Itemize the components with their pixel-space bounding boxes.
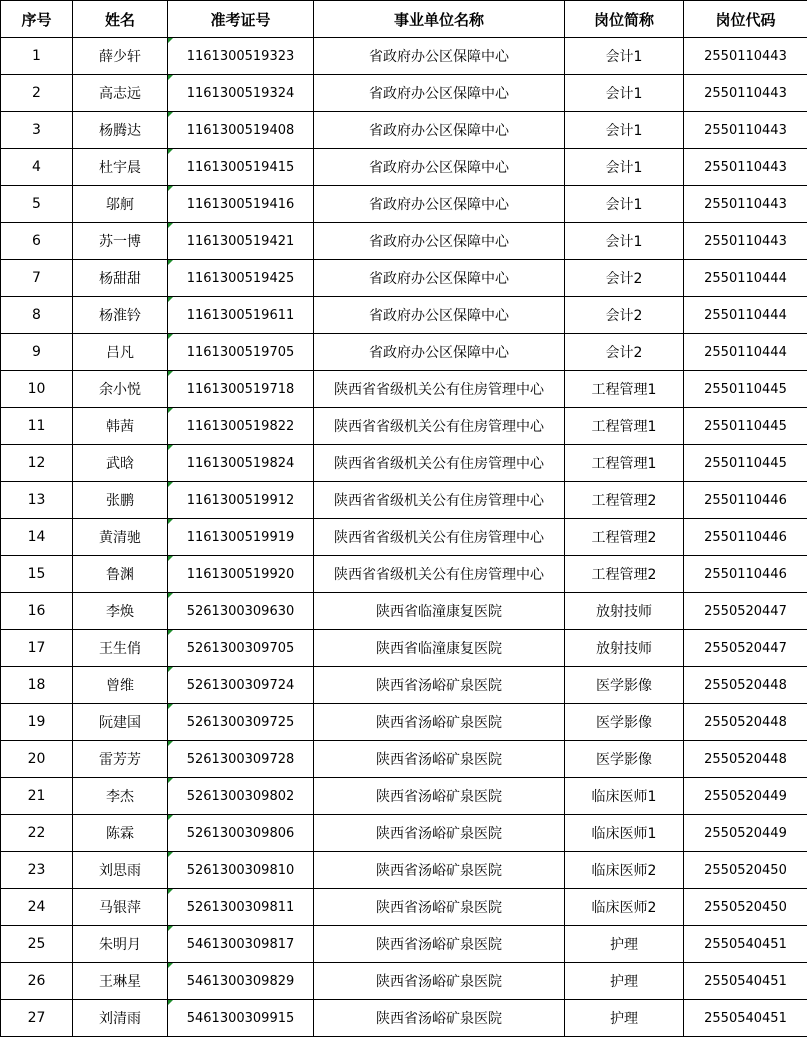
table-row	[1, 149, 807, 186]
cell-post-code: 2550540451	[684, 926, 807, 963]
cell-seq: 11	[1, 408, 73, 445]
cell-post-code: 2550520447	[684, 630, 807, 667]
cell-post-code: 2550110443	[684, 75, 807, 112]
cell-name: 马银萍	[73, 889, 168, 926]
cell-unit-name: 陕西省汤峪矿泉医院	[314, 704, 565, 741]
cell-post-code: 2550540451	[684, 963, 807, 1000]
cell-post-code: 2550110444	[684, 260, 807, 297]
cell-post-code: 2550110444	[684, 334, 807, 371]
cell-seq: 24	[1, 889, 73, 926]
cell-seq: 18	[1, 667, 73, 704]
header-code: 岗位代码	[684, 1, 807, 38]
cell-seq: 21	[1, 778, 73, 815]
cell-name: 陈霖	[73, 815, 168, 852]
cell-unit-name: 陕西省汤峪矿泉医院	[314, 1000, 565, 1037]
cell-post-name: 临床医师2	[565, 889, 684, 926]
table-header	[1, 1, 807, 38]
table-row	[1, 1000, 807, 1037]
cell-post-code: 2550110444	[684, 297, 807, 334]
cell-name: 韩茜	[73, 408, 168, 445]
cell-ticket-number: 5261300309802	[168, 778, 314, 815]
cell-ticket-number: 1161300519324	[168, 75, 314, 112]
table-row	[1, 334, 807, 371]
header-seq: 序号	[1, 1, 73, 38]
table-row	[1, 297, 807, 334]
cell-post-name: 护理	[565, 926, 684, 963]
cell-post-name: 工程管理2	[565, 556, 684, 593]
cell-post-code: 2550110445	[684, 445, 807, 482]
cell-post-name: 会计2	[565, 334, 684, 371]
cell-name: 雷芳芳	[73, 741, 168, 778]
cell-seq: 17	[1, 630, 73, 667]
cell-name: 杨腾达	[73, 112, 168, 149]
cell-post-code: 2550520448	[684, 704, 807, 741]
cell-post-name: 会计1	[565, 112, 684, 149]
cell-name: 杜宇晨	[73, 149, 168, 186]
cell-unit-name: 陕西省汤峪矿泉医院	[314, 778, 565, 815]
cell-post-code: 2550110443	[684, 186, 807, 223]
cell-ticket-number: 1161300519323	[168, 38, 314, 75]
cell-seq: 26	[1, 963, 73, 1000]
cell-post-code: 2550110446	[684, 556, 807, 593]
cell-name: 余小悦	[73, 371, 168, 408]
cell-post-name: 护理	[565, 1000, 684, 1037]
table-row	[1, 75, 807, 112]
table-row	[1, 778, 807, 815]
cell-seq: 2	[1, 75, 73, 112]
table-row	[1, 852, 807, 889]
cell-seq: 12	[1, 445, 73, 482]
cell-name: 刘清雨	[73, 1000, 168, 1037]
header-ticket: 准考证号	[168, 1, 314, 38]
cell-unit-name: 省政府办公区保障中心	[314, 297, 565, 334]
cell-ticket-number: 1161300519822	[168, 408, 314, 445]
cell-post-code: 2550520447	[684, 593, 807, 630]
cell-name: 杨甜甜	[73, 260, 168, 297]
cell-seq: 14	[1, 519, 73, 556]
cell-post-name: 护理	[565, 963, 684, 1000]
cell-post-code: 2550520450	[684, 852, 807, 889]
cell-seq: 5	[1, 186, 73, 223]
cell-ticket-number: 5461300309915	[168, 1000, 314, 1037]
cell-seq: 22	[1, 815, 73, 852]
cell-seq: 13	[1, 482, 73, 519]
table-row	[1, 630, 807, 667]
cell-unit-name: 陕西省汤峪矿泉医院	[314, 667, 565, 704]
cell-seq: 9	[1, 334, 73, 371]
cell-post-name: 临床医师1	[565, 815, 684, 852]
table-row	[1, 445, 807, 482]
cell-ticket-number: 5261300309705	[168, 630, 314, 667]
cell-post-code: 2550110445	[684, 371, 807, 408]
cell-ticket-number: 5261300309725	[168, 704, 314, 741]
cell-post-code: 2550110443	[684, 112, 807, 149]
cell-name: 薛少轩	[73, 38, 168, 75]
cell-post-name: 会计1	[565, 223, 684, 260]
cell-post-name: 会计2	[565, 260, 684, 297]
cell-unit-name: 陕西省汤峪矿泉医院	[314, 741, 565, 778]
cell-unit-name: 陕西省临潼康复医院	[314, 630, 565, 667]
cell-seq: 3	[1, 112, 73, 149]
cell-ticket-number: 5461300309817	[168, 926, 314, 963]
cell-post-name: 工程管理1	[565, 445, 684, 482]
table-row	[1, 186, 807, 223]
cell-ticket-number: 1161300519425	[168, 260, 314, 297]
table-row	[1, 519, 807, 556]
table-row	[1, 112, 807, 149]
cell-seq: 25	[1, 926, 73, 963]
header-name: 姓名	[73, 1, 168, 38]
cell-ticket-number: 1161300519415	[168, 149, 314, 186]
cell-post-code: 2550520449	[684, 778, 807, 815]
cell-ticket-number: 5461300309829	[168, 963, 314, 1000]
cell-unit-name: 陕西省汤峪矿泉医院	[314, 963, 565, 1000]
cell-unit-name: 陕西省汤峪矿泉医院	[314, 889, 565, 926]
cell-post-code: 2550110443	[684, 38, 807, 75]
cell-seq: 27	[1, 1000, 73, 1037]
table-row	[1, 667, 807, 704]
cell-name: 李焕	[73, 593, 168, 630]
table-body	[1, 38, 807, 1037]
cell-ticket-number: 1161300519919	[168, 519, 314, 556]
cell-unit-name: 省政府办公区保障中心	[314, 75, 565, 112]
table-row	[1, 815, 807, 852]
cell-name: 吕凡	[73, 334, 168, 371]
cell-unit-name: 陕西省省级机关公有住房管理中心	[314, 556, 565, 593]
table-row	[1, 371, 807, 408]
cell-name: 高志远	[73, 75, 168, 112]
cell-ticket-number: 5261300309728	[168, 741, 314, 778]
cell-unit-name: 省政府办公区保障中心	[314, 186, 565, 223]
cell-post-code: 2550520448	[684, 667, 807, 704]
table-row	[1, 741, 807, 778]
cell-ticket-number: 1161300519416	[168, 186, 314, 223]
cell-post-code: 2550110446	[684, 519, 807, 556]
cell-name: 刘思雨	[73, 852, 168, 889]
cell-post-code: 2550540451	[684, 1000, 807, 1037]
cell-post-name: 会计1	[565, 75, 684, 112]
cell-post-code: 2550110443	[684, 149, 807, 186]
cell-seq: 6	[1, 223, 73, 260]
cell-name: 黄清驰	[73, 519, 168, 556]
cell-post-name: 会计1	[565, 149, 684, 186]
header-row	[1, 1, 807, 38]
cell-seq: 1	[1, 38, 73, 75]
cell-post-name: 工程管理2	[565, 519, 684, 556]
cell-post-name: 医学影像	[565, 741, 684, 778]
table-row	[1, 223, 807, 260]
cell-post-name: 工程管理1	[565, 371, 684, 408]
cell-post-name: 会计1	[565, 186, 684, 223]
cell-ticket-number: 5261300309806	[168, 815, 314, 852]
cell-name: 杨淮钤	[73, 297, 168, 334]
cell-unit-name: 陕西省省级机关公有住房管理中心	[314, 482, 565, 519]
cell-post-code: 2550110445	[684, 408, 807, 445]
cell-post-name: 会计2	[565, 297, 684, 334]
cell-name: 李杰	[73, 778, 168, 815]
cell-name: 苏一博	[73, 223, 168, 260]
cell-post-name: 工程管理2	[565, 482, 684, 519]
cell-ticket-number: 5261300309810	[168, 852, 314, 889]
cell-post-name: 放射技师	[565, 593, 684, 630]
cell-seq: 23	[1, 852, 73, 889]
cell-ticket-number: 1161300519920	[168, 556, 314, 593]
cell-unit-name: 陕西省临潼康复医院	[314, 593, 565, 630]
table-row	[1, 704, 807, 741]
cell-seq: 16	[1, 593, 73, 630]
cell-post-name: 临床医师2	[565, 852, 684, 889]
cell-name: 武晗	[73, 445, 168, 482]
cell-seq: 20	[1, 741, 73, 778]
cell-post-name: 会计1	[565, 38, 684, 75]
table-row	[1, 889, 807, 926]
table-row	[1, 408, 807, 445]
cell-post-code: 2550520450	[684, 889, 807, 926]
table-row	[1, 593, 807, 630]
cell-unit-name: 陕西省省级机关公有住房管理中心	[314, 371, 565, 408]
cell-ticket-number: 1161300519912	[168, 482, 314, 519]
cell-post-name: 放射技师	[565, 630, 684, 667]
cell-ticket-number: 5261300309630	[168, 593, 314, 630]
cell-post-code: 2550110446	[684, 482, 807, 519]
cell-seq: 8	[1, 297, 73, 334]
table-row	[1, 926, 807, 963]
cell-post-code: 2550520449	[684, 815, 807, 852]
cell-post-name: 临床医师1	[565, 778, 684, 815]
table-row	[1, 556, 807, 593]
cell-ticket-number: 5261300309811	[168, 889, 314, 926]
cell-ticket-number: 1161300519824	[168, 445, 314, 482]
cell-seq: 15	[1, 556, 73, 593]
cell-unit-name: 陕西省省级机关公有住房管理中心	[314, 408, 565, 445]
cell-seq: 10	[1, 371, 73, 408]
cell-name: 邬舸	[73, 186, 168, 223]
cell-unit-name: 省政府办公区保障中心	[314, 38, 565, 75]
cell-seq: 7	[1, 260, 73, 297]
cell-seq: 19	[1, 704, 73, 741]
cell-unit-name: 省政府办公区保障中心	[314, 149, 565, 186]
header-post: 岗位简称	[565, 1, 684, 38]
cell-name: 张鹏	[73, 482, 168, 519]
cell-unit-name: 省政府办公区保障中心	[314, 334, 565, 371]
cell-name: 王琳星	[73, 963, 168, 1000]
cell-unit-name: 陕西省汤峪矿泉医院	[314, 815, 565, 852]
table-row	[1, 38, 807, 75]
cell-ticket-number: 5261300309724	[168, 667, 314, 704]
cell-ticket-number: 1161300519718	[168, 371, 314, 408]
cell-ticket-number: 1161300519611	[168, 297, 314, 334]
cell-post-code: 2550520448	[684, 741, 807, 778]
cell-unit-name: 陕西省汤峪矿泉医院	[314, 926, 565, 963]
cell-post-name: 医学影像	[565, 667, 684, 704]
cell-name: 曾维	[73, 667, 168, 704]
cell-ticket-number: 1161300519705	[168, 334, 314, 371]
cell-unit-name: 陕西省省级机关公有住房管理中心	[314, 445, 565, 482]
cell-unit-name: 省政府办公区保障中心	[314, 260, 565, 297]
cell-name: 阮建国	[73, 704, 168, 741]
cell-seq: 4	[1, 149, 73, 186]
cell-post-name: 工程管理1	[565, 408, 684, 445]
cell-name: 朱明月	[73, 926, 168, 963]
table-row	[1, 963, 807, 1000]
cell-name: 鲁渊	[73, 556, 168, 593]
cell-unit-name: 陕西省汤峪矿泉医院	[314, 852, 565, 889]
cell-name: 王生俏	[73, 630, 168, 667]
cell-post-name: 医学影像	[565, 704, 684, 741]
table-row	[1, 260, 807, 297]
table-row	[1, 482, 807, 519]
cell-ticket-number: 1161300519421	[168, 223, 314, 260]
cell-unit-name: 省政府办公区保障中心	[314, 223, 565, 260]
cell-ticket-number: 1161300519408	[168, 112, 314, 149]
cell-post-code: 2550110443	[684, 223, 807, 260]
header-unit: 事业单位名称	[314, 1, 565, 38]
cell-unit-name: 省政府办公区保障中心	[314, 112, 565, 149]
cell-unit-name: 陕西省省级机关公有住房管理中心	[314, 519, 565, 556]
